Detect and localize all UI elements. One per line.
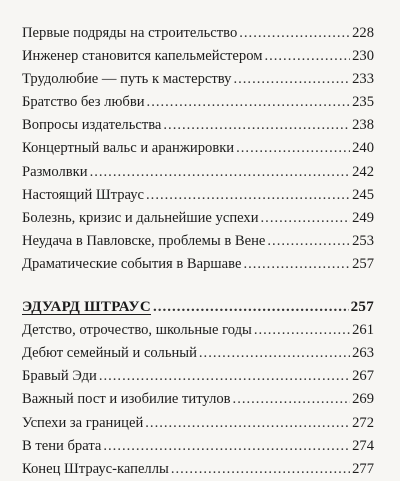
- toc-entry-page: 269: [352, 391, 374, 408]
- toc-entry-page: 242: [352, 163, 374, 180]
- toc-entry-title: Трудолюбие — путь к мастерству: [22, 71, 232, 88]
- toc-entry: [22, 45, 374, 68]
- toc-entry: [22, 184, 374, 207]
- toc-entry-title: Размолвки: [22, 163, 88, 180]
- toc-entry: [22, 137, 374, 160]
- toc-entry: [22, 68, 374, 91]
- leader-dots: [103, 435, 350, 458]
- toc-entry-title: В тени брата: [22, 437, 102, 454]
- leader-dots: [146, 184, 350, 207]
- toc-entry-title: Болезнь, кризис и дальнейшие успехи: [22, 209, 259, 226]
- toc-entry-page: 267: [352, 368, 374, 385]
- leader-dots: [90, 161, 351, 184]
- toc-entry-title: Вопросы издательства: [22, 117, 162, 134]
- toc-entry: [22, 388, 374, 411]
- toc-entry: [22, 319, 374, 342]
- toc-entry-page: 272: [352, 414, 374, 431]
- toc-entry-title: Неудача в Павловске, проблемы в Вене: [22, 232, 266, 249]
- leader-dots: [243, 253, 350, 276]
- toc-entry-page: 274: [352, 437, 374, 454]
- toc-entry-title: Первые подряды на строительство: [22, 25, 238, 41]
- section-gap: [22, 276, 374, 296]
- toc-entry: [22, 435, 374, 458]
- leader-dots: [199, 342, 350, 365]
- toc-entry: [22, 161, 374, 184]
- toc-entry: [22, 91, 374, 114]
- toc-entry-title: Драматические события в Варшаве: [22, 255, 242, 272]
- leader-dots: [233, 388, 351, 411]
- section-heading-page: 257: [350, 299, 374, 316]
- leader-dots: [236, 137, 350, 160]
- toc-section-heading: [22, 296, 374, 319]
- toc-entry-title: Детство, отрочество, школьные годы: [22, 322, 252, 339]
- toc-entry-page: 228: [352, 25, 374, 41]
- leader-dots: [145, 412, 350, 435]
- leader-dots: [171, 458, 350, 481]
- leader-dots: [147, 91, 351, 114]
- toc-entry-title: Инженер становится капельмейстером: [22, 48, 263, 65]
- leader-dots: [261, 207, 351, 230]
- toc-entry: [22, 342, 374, 365]
- leader-dots: [239, 22, 350, 45]
- toc-entry-page: 240: [352, 140, 374, 157]
- toc-entry-title: Конец Штраус-капеллы: [22, 460, 169, 477]
- toc-entry-page: 238: [352, 117, 374, 134]
- toc-entry-page: 233: [352, 71, 374, 88]
- toc-entry-title: Дебют семейный и сольный: [22, 345, 197, 362]
- toc-entry-title: Братство без любви: [22, 94, 145, 111]
- toc-entry-title: Успехи за границей: [22, 414, 144, 431]
- toc-entry: [22, 412, 374, 435]
- toc-entry-title: Важный пост и изобилие титулов: [22, 391, 231, 408]
- leader-dots: [233, 68, 350, 91]
- toc-entry: [22, 365, 374, 388]
- toc-entry: [22, 207, 374, 230]
- leader-dots: [264, 45, 350, 68]
- section-heading-title: ЭДУАРД ШТРАУС: [22, 299, 151, 316]
- toc-entry: [22, 22, 374, 45]
- toc-entry-page: 261: [352, 322, 374, 339]
- toc-entry-title: Бравый Эди: [22, 368, 97, 385]
- toc-entry: [22, 458, 374, 481]
- toc-entry-page: 230: [352, 48, 374, 65]
- toc-entry: [22, 253, 374, 276]
- leader-dots: [267, 230, 350, 253]
- toc-entry-page: 263: [352, 345, 374, 362]
- toc-entry-page: 277: [352, 460, 374, 477]
- toc-entry: [22, 230, 374, 253]
- toc-entry-page: 257: [352, 255, 374, 272]
- toc-entry-title: Настоящий Штраус: [22, 186, 145, 203]
- toc-entry-page: 245: [352, 186, 374, 203]
- leader-dots: [99, 365, 350, 388]
- toc-entry-page: 235: [352, 94, 374, 111]
- leader-dots: [163, 114, 350, 137]
- toc-entry-page: 249: [352, 209, 374, 226]
- leader-dots: [254, 319, 350, 342]
- toc-entry-title: Концертный вальс и аранжировки: [22, 140, 235, 157]
- leader-dots: [153, 296, 349, 319]
- toc-entry-page: 253: [352, 232, 374, 249]
- toc-entry: [22, 114, 374, 137]
- table-of-contents: [22, 22, 374, 481]
